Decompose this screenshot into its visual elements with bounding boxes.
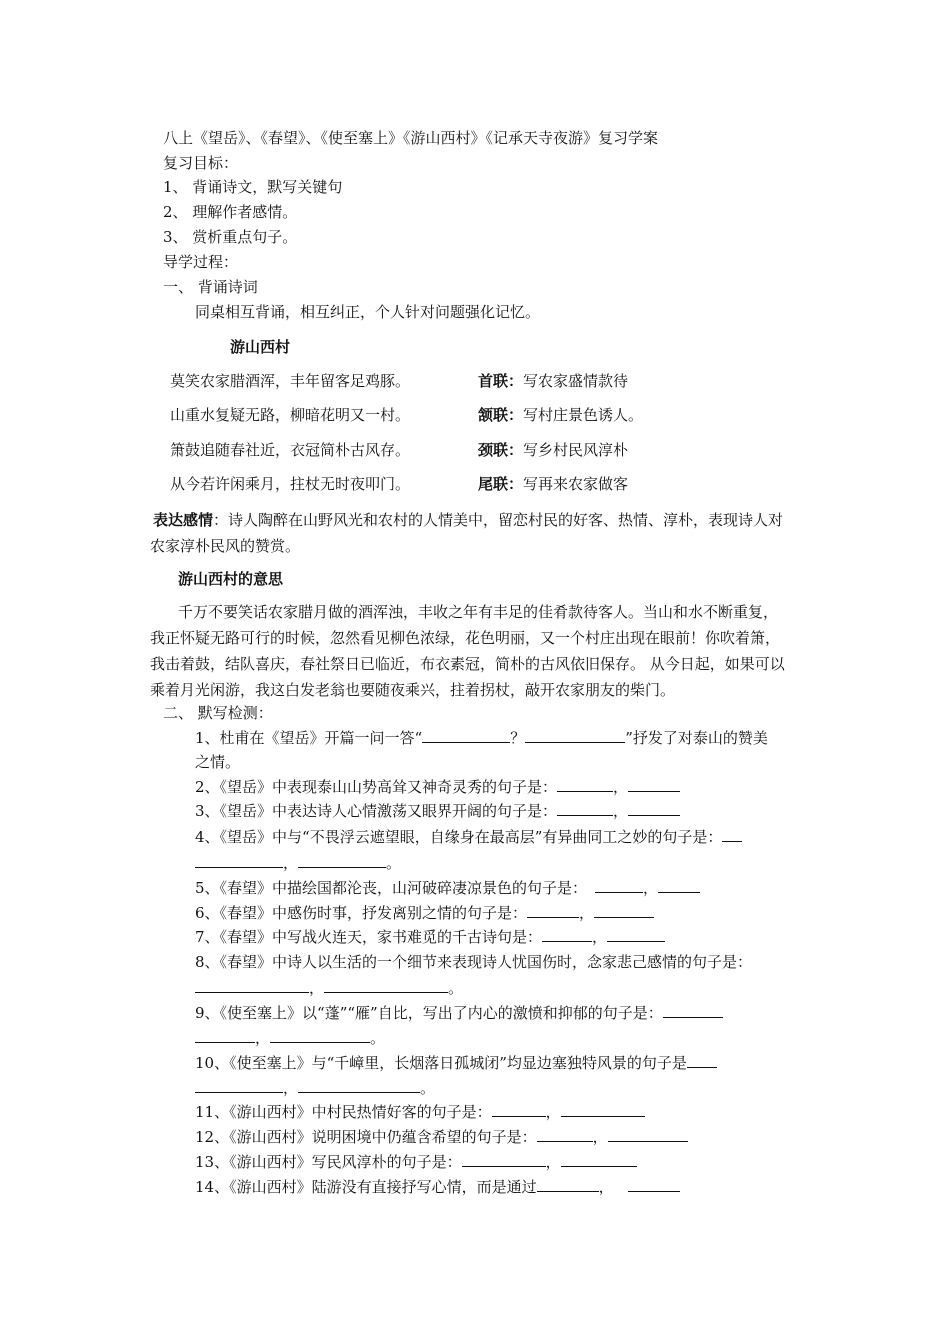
question-3: 3、《望岳》中表达诗人心情激荡又眼界开阔的句子是： ， — [195, 800, 680, 822]
doc-title: 八上《望岳》、《春望》、《使至塞上》《游山西村》《记承天寺夜游》复习学案 — [163, 129, 659, 147]
answer-blank[interactable] — [608, 1126, 688, 1142]
question-2: 2、《望岳》中表现泰山山势高耸又神奇灵秀的句子是： ， — [195, 776, 680, 798]
poem-line: 山重水复疑无路，柳暗花明又一村。 — [170, 406, 411, 424]
emotion-label: 表达感情 — [153, 511, 214, 529]
answer-blank[interactable] — [537, 1126, 593, 1142]
question-13: 13、《游山西村》写民风淳朴的句子是： ， — [195, 1151, 637, 1173]
answer-blank[interactable] — [687, 1052, 717, 1068]
couplet-note: 写乡村民风淳朴 — [523, 441, 629, 459]
goal-item: 1、 背诵诗文，默写关键句 — [163, 178, 343, 196]
answer-blank[interactable] — [324, 977, 448, 993]
question-7: 7、《春望》中写战火连天，家书难觅的千古诗句是： ， — [195, 926, 665, 948]
question-1: 1、杜甫在《望岳》开篇一问一答“ ？ ”抒发了对泰山的赞美 — [195, 729, 768, 747]
answer-blank[interactable] — [492, 1101, 546, 1117]
goal-item: 2、 理解作者感情。 — [163, 203, 298, 221]
answer-blank[interactable] — [557, 800, 613, 816]
poem-line: 从今若许闲乘月，拄杖无时夜叩门。 — [170, 475, 411, 493]
answer-blank[interactable] — [594, 902, 654, 918]
poem-line: 莫笑农家腊酒浑，丰年留客足鸡豚。 — [170, 372, 411, 390]
poem-line-note — [478, 404, 643, 426]
answer-blank[interactable] — [298, 852, 386, 868]
answer-blank[interactable] — [422, 727, 510, 743]
question-5: 5、《春望》中描绘国都沦丧，山河破碎凄凉景色的句子是： ， — [195, 877, 700, 899]
answer-blank[interactable] — [628, 776, 680, 792]
answer-blank[interactable] — [722, 826, 742, 842]
answer-blank[interactable] — [663, 1002, 723, 1018]
question-8-cont: ， 。 — [195, 977, 463, 999]
question-10-cont: ， 。 — [195, 1077, 435, 1099]
question-1-cont: 之情。 — [195, 753, 241, 771]
question-9: 9、《使至塞上》以“蓬”“雁”自比，写出了内心的激愤和抑郁的句子是： — [195, 1002, 723, 1024]
emotion-text: ：诗人陶醉在山野风光和农村的人情美中，留恋村民的好客、热情、淳朴，表现诗人对农家淳朴民风的赞赏。 — [150, 511, 784, 555]
answer-blank[interactable] — [595, 877, 643, 893]
answer-blank[interactable] — [561, 1101, 645, 1117]
couplet-note: 写农家盛情款待 — [523, 372, 629, 390]
couplet-label: 首联： — [478, 372, 524, 390]
section1-heading: 一、 背诵诗词 — [163, 278, 258, 296]
poem-line-note — [478, 370, 628, 392]
question-10: 10、《使至塞上》与“千嶂里，长烟落日孤城闭”均显边塞独特风景的句子是 — [195, 1052, 717, 1074]
emotion-paragraph — [150, 507, 790, 559]
question-4-cont: ， 。 — [195, 852, 401, 874]
meaning-title: 游山西村的意思 — [178, 570, 284, 588]
question-12: 12、《游山西村》说明困境中仍蕴含希望的句子是： ， — [195, 1126, 688, 1148]
couplet-note: 写再来农家做客 — [523, 475, 629, 493]
goal-item: 3、 赏析重点句子。 — [163, 228, 298, 246]
goals-heading: 复习目标： — [163, 154, 239, 172]
couplet-note: 写村庄景色诱人。 — [523, 406, 644, 424]
answer-blank[interactable] — [195, 977, 309, 993]
poem-line-note — [478, 439, 628, 461]
answer-blank[interactable] — [195, 852, 283, 868]
answer-blank[interactable] — [195, 1077, 283, 1093]
answer-blank[interactable] — [525, 727, 625, 743]
question-9-cont: ， 。 — [195, 1027, 385, 1049]
process-heading: 导学过程： — [163, 253, 239, 271]
answer-blank[interactable] — [462, 1151, 546, 1167]
couplet-label: 尾联： — [478, 475, 524, 493]
answer-blank[interactable] — [195, 1027, 255, 1043]
poem-line-note — [478, 473, 628, 495]
answer-blank[interactable] — [542, 926, 592, 942]
question-11: 11、《游山西村》中村民热情好客的句子是： ， — [195, 1101, 645, 1123]
answer-blank[interactable] — [557, 776, 613, 792]
answer-blank[interactable] — [658, 877, 700, 893]
couplet-label: 颈联： — [478, 441, 524, 459]
answer-blank[interactable] — [527, 902, 579, 918]
poem-line: 箫鼓追随春社近，衣冠简朴古风存。 — [170, 441, 411, 459]
couplet-label: 颔联： — [478, 406, 524, 424]
question-6: 6、《春望》中感伤时事，抒发离别之情的句子是： ， — [195, 902, 654, 924]
section1-text: 同桌相互背诵，相互纠正，个人针对问题强化记忆。 — [195, 303, 541, 321]
answer-blank[interactable] — [537, 1176, 599, 1192]
meaning-paragraph: 千万不要笑话农家腊月做的酒浑浊，丰收之年有丰足的佳肴款待客人。当山和水不断重复，我正怀疑无路可行的时候，忽然看见柳色浓绿，花色明丽，又一个村庄出现在眼前！你吹着箫，我击着鼓，结队喜庆，春社祭日已临近，布衣素冠，简朴的古风依旧保存。 从今日起，如果可以乘着月光闲游，我这白发老翁也要随夜乘兴，拄着拐杖，敲开农家朋友的柴门。 — [150, 603, 785, 699]
question-8: 8、《春望》中诗人以生活的一个细节来表现诗人忧国伤时，念家悲己感情的句子是： — [195, 953, 753, 971]
question-14: 14、《游山西村》陆游没有直接抒写心情，而是通过 ， — [195, 1176, 680, 1198]
section2-heading: 二、 默写检测： — [163, 704, 273, 722]
answer-blank[interactable] — [561, 1151, 637, 1167]
poem-title: 游山西村 — [230, 338, 291, 356]
answer-blank[interactable] — [298, 1077, 420, 1093]
question-4: 4、《望岳》中与“不畏浮云遮望眼，自缘身在最高层”有异曲同工之妙的句子是： — [195, 826, 742, 848]
answer-blank[interactable] — [628, 800, 680, 816]
answer-blank[interactable] — [628, 1176, 680, 1192]
answer-blank[interactable] — [607, 926, 665, 942]
answer-blank[interactable] — [270, 1027, 370, 1043]
